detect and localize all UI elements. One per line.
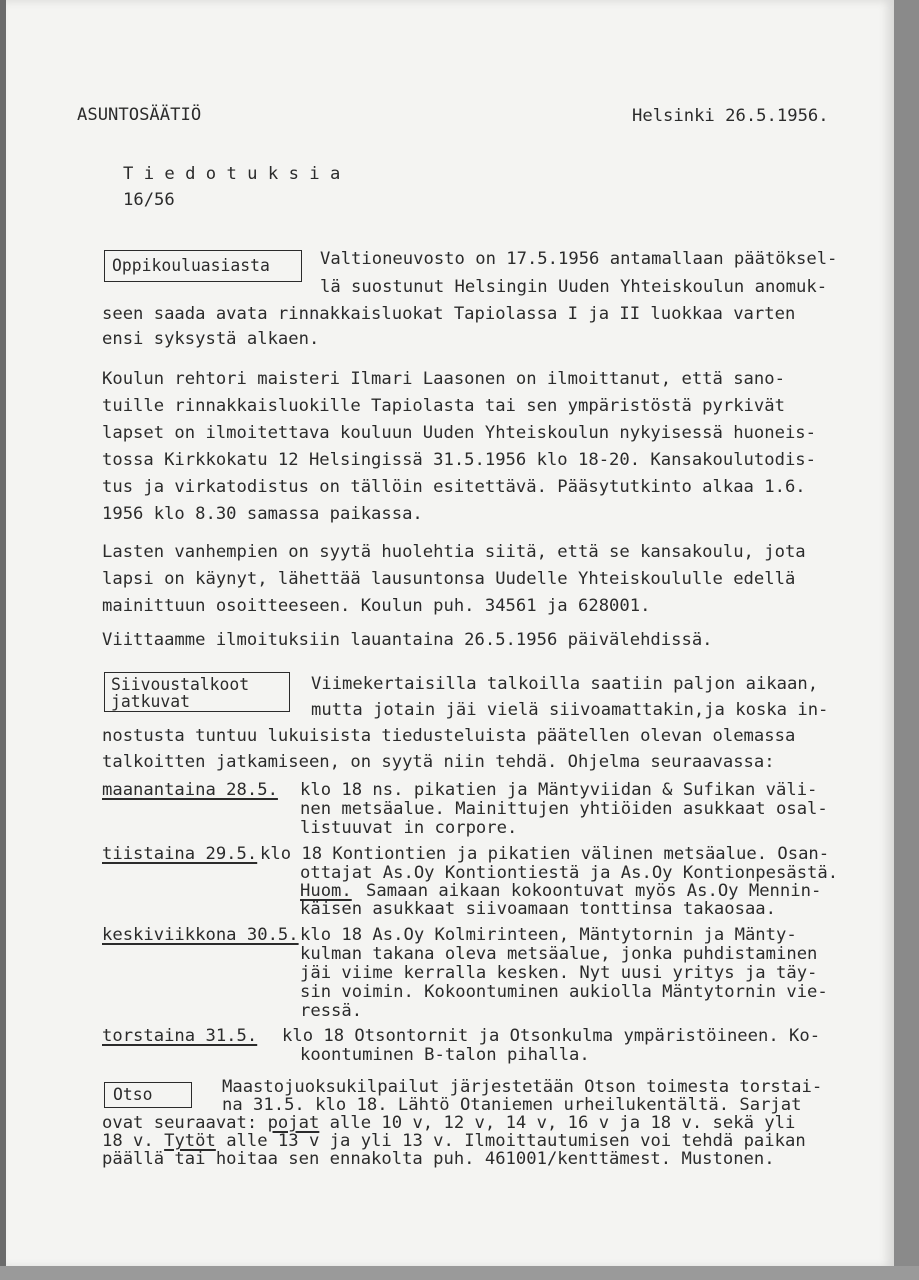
text-line: lapsi on käynyt, lähettää lausuntonsa Uudelle Yhteiskoululle edellä (102, 569, 796, 589)
underlined-word: pojat (267, 1113, 320, 1133)
text-line: Valtioneuvosto on 17.5.1956 antamallaan päätöksel- (320, 249, 838, 269)
section-heading-box (104, 250, 302, 282)
text-line: 1956 klo 8.30 samassa paikassa. (102, 504, 423, 524)
schedule-line: jäi viime kerralla kesken. Nyt uusi yritys ja täy- (300, 963, 818, 983)
text-line: Lasten vanhempien on syytä huolehtia siitä, että se kansakoulu, jota (102, 542, 806, 562)
text-line: talkoitten jatkamiseen, on syytä niin tehdä. Ohjelma seuraavassa: (102, 752, 775, 772)
text-line: seen saada avata rinnakkaisluokat Tapiolassa I ja II luokkaa varten (102, 304, 796, 324)
schedule-line: ottajat As.Oy Kontiontiestä ja As.Oy Kontionpesästä. (300, 863, 839, 883)
schedule-day: keskiviikkona 30.5. (102, 925, 299, 945)
note-label: Huom. (300, 881, 352, 901)
text-line: 18 v. Tytöt alle 13 v ja yli 13 v. Ilmoittautumisen voi tehdä paikan (102, 1131, 806, 1151)
text-line: ovat seuraavat: pojat alle 10 v, 12 v, 14 v, 16 v ja 18 v. sekä yli (102, 1113, 796, 1133)
section-heading: Otso (113, 1085, 153, 1104)
schedule-line: Samaan aikaan kokoontuvat myös As.Oy Mennin- (366, 881, 822, 901)
organization-name: ASUNTOSÄÄTIÖ (77, 105, 202, 125)
text-line: Koulun rehtori maisteri Ilmari Laasonen on ilmoittanut, että sano- (102, 369, 785, 389)
schedule-line: klo 18 As.Oy Kolmirinteen, Mäntytornin ja Mänty- (300, 925, 797, 945)
section-heading: Oppikouluasiasta (112, 256, 270, 275)
schedule-line: käisen asukkaat siivoamaan tonttinsa takaosaa. (300, 899, 776, 919)
text-line: tuille rinnakkaisluokille Tapiolasta tai sen ympäristöstä pyrkivät (102, 396, 785, 416)
section-heading-box (104, 1082, 192, 1108)
text-line: mainittuun osoitteeseen. Koulun puh. 34561 ja 628001. (102, 596, 651, 616)
underlined-word: Tytöt (164, 1131, 216, 1151)
schedule-line: koontuminen B-talon pihalla. (300, 1045, 590, 1065)
place-date: Helsinki 26.5.1956. (632, 106, 829, 126)
text-line: nostusta tuntuu lukuisista tiedusteluista päätellen olevan olemassa (102, 726, 796, 746)
schedule-line: klo 18 Otsontornit ja Otsonkulma ympäristöineen. Ko- (282, 1026, 821, 1046)
text-line: tossa Kirkkokatu 12 Helsingissä 31.5.1956 klo 18-20. Kansakoulutodis- (102, 450, 816, 470)
schedule-day: tiistaina 29.5. (102, 844, 258, 864)
text-line: Viittaamme ilmoituksiin lauantaina 26.5.1956 päivälehdissä. (102, 630, 713, 650)
schedule-day: torstaina 31.5. (102, 1026, 258, 1046)
schedule-line: klo 18 ns. pikatien ja Mäntyviidan & Sufikan väli- (300, 780, 818, 800)
text-line: na 31.5. klo 18. Lähtö Otaniemen urheilukentältä. Sarjat (222, 1095, 802, 1115)
text-line: ensi syksystä alkaen. (102, 329, 320, 349)
section-heading: jatkuvat (111, 692, 190, 711)
text-line: lä suostunut Helsingin Uuden Yhteiskoulun anomuk- (320, 277, 828, 297)
schedule-line: sin voimin. Kokoontuminen aukiolla Mäntytornin vie- (300, 982, 828, 1002)
schedule-day: maanantaina 28.5. (102, 780, 278, 800)
schedule-line: nen metsäalue. Mainittujen yhtiöiden asukkaat osal- (300, 799, 828, 819)
schedule-line: kulman takana oleva metsäalue, jonka puhdistaminen (300, 944, 818, 964)
scan-background (894, 0, 919, 1280)
section-heading: Siivoustalkoot (111, 675, 250, 694)
text-line: mutta jotain jäi vielä siivoamattakin,ja koska in- (311, 700, 829, 720)
schedule-line: ressä. (300, 1001, 363, 1021)
text-line: lapset on ilmoitettava kouluun Uuden Yhteiskoulun nykyisessä huoneis- (102, 423, 816, 443)
text-line: tus ja virkatodistus on tällöin esitettävä. Pääsytutkinto alkaa 1.6. (102, 477, 806, 497)
document-number: 16/56 (123, 190, 175, 210)
section-heading-box (104, 672, 290, 712)
document-title: T i e d o t u k s i a (123, 164, 341, 184)
schedule-line: klo 18 Kontiontien ja pikatien välinen metsäalue. Osan- (260, 844, 830, 864)
scan-background-bottom (0, 1266, 919, 1280)
schedule-line: listuuvat in corpore. (300, 818, 518, 838)
text-line: Maastojuoksukilpailut järjestetään Otson toimesta torstai- (222, 1077, 823, 1097)
text-line: Viimekertaisilla talkoilla saatiin paljon aikaan, (311, 674, 819, 694)
text-line: päällä tai hoitaa sen ennakolta puh. 461001/kenttämest. Mustonen. (102, 1149, 775, 1169)
